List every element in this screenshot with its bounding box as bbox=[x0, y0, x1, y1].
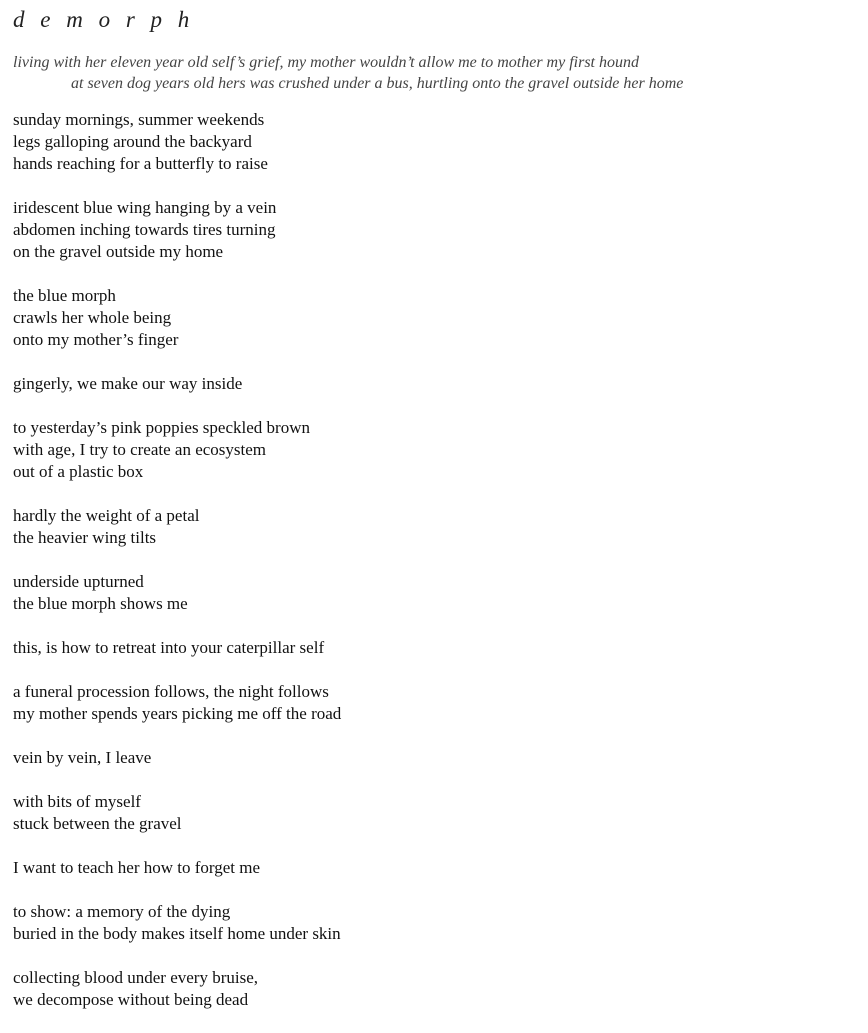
poem-line: the blue morph bbox=[13, 286, 116, 305]
stanza bbox=[13, 857, 853, 879]
poem-line: a funeral procession follows, the night follows bbox=[13, 682, 329, 701]
poem-title: d e m o r p h bbox=[13, 7, 195, 32]
poem-line: iridescent blue wing hanging by a vein bbox=[13, 198, 277, 217]
poem-line: legs galloping around the backyard bbox=[13, 132, 252, 151]
stanza bbox=[13, 571, 853, 615]
poem-line: crawls her whole being bbox=[13, 308, 172, 327]
stanza bbox=[13, 901, 853, 945]
stanza bbox=[13, 681, 853, 725]
poem-line: the blue morph shows me bbox=[13, 594, 188, 613]
poem-body bbox=[13, 109, 853, 1011]
poem-line: to show: a memory of the dying bbox=[13, 902, 231, 921]
stanza bbox=[13, 505, 853, 549]
poem-line: I want to teach her how to forget me bbox=[13, 858, 261, 877]
stanza bbox=[13, 109, 853, 175]
poem-line: buried in the body makes itself home under skin bbox=[13, 924, 341, 943]
epigraph-line-1: living with her eleven year old self’s grief, my mother wouldn’t allow me to mother my first hound bbox=[13, 54, 639, 71]
poem-line: sunday mornings, summer weekends bbox=[13, 110, 265, 129]
epigraph-line-2: at seven dog years old hers was crushed under a bus, hurtling onto the gravel outside her home bbox=[71, 75, 684, 92]
poem-page bbox=[13, 0, 853, 1033]
poem-line: abdomen inching towards tires turning bbox=[13, 220, 276, 239]
poem-line: hardly the weight of a petal bbox=[13, 506, 200, 525]
poem-line: we decompose without being dead bbox=[13, 990, 249, 1009]
poem-line: hands reaching for a butterfly to raise bbox=[13, 154, 268, 173]
poem-line: stuck between the gravel bbox=[13, 814, 182, 833]
epigraph bbox=[13, 52, 853, 94]
poem-line: collecting blood under every bruise, bbox=[13, 968, 259, 987]
poem-line: my mother spends years picking me off the road bbox=[13, 704, 342, 723]
poem-line: gingerly, we make our way inside bbox=[13, 374, 243, 393]
poem-line: to yesterday’s pink poppies speckled brown bbox=[13, 418, 310, 437]
poem-line: out of a plastic box bbox=[13, 462, 144, 481]
stanza bbox=[13, 285, 853, 351]
poem-line: vein by vein, I leave bbox=[13, 748, 152, 767]
poem-line: with bits of myself bbox=[13, 792, 141, 811]
poem-line: with age, I try to create an ecosystem bbox=[13, 440, 267, 459]
poem-line: this, is how to retreat into your caterpillar self bbox=[13, 638, 325, 657]
poem-line: underside upturned bbox=[13, 572, 144, 591]
stanza bbox=[13, 747, 853, 769]
stanza bbox=[13, 373, 853, 395]
poem-line: the heavier wing tilts bbox=[13, 528, 157, 547]
stanza bbox=[13, 791, 853, 835]
stanza bbox=[13, 637, 853, 659]
stanza bbox=[13, 417, 853, 483]
poem-line: onto my mother’s finger bbox=[13, 330, 179, 349]
stanza bbox=[13, 197, 853, 263]
poem-line: on the gravel outside my home bbox=[13, 242, 224, 261]
stanza bbox=[13, 967, 853, 1011]
